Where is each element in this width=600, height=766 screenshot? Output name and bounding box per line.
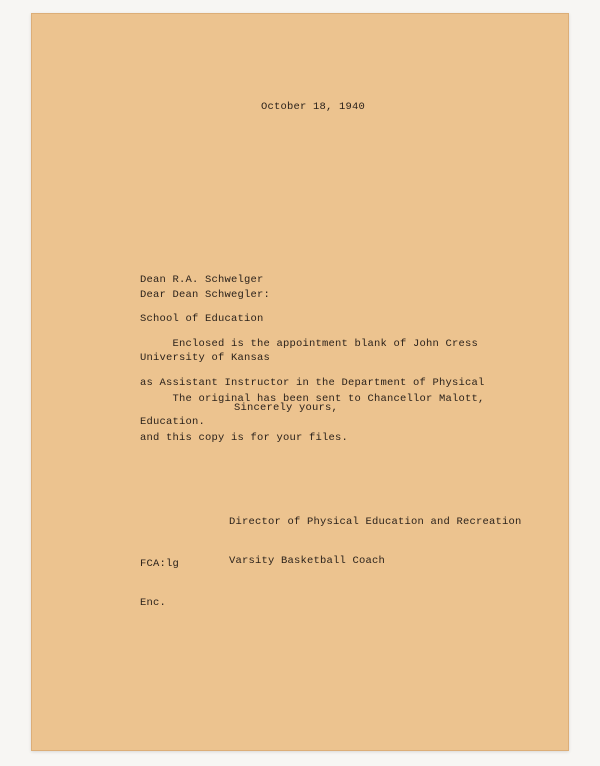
typist-initials: FCA:lg xyxy=(140,558,180,570)
address-line: School of Education xyxy=(140,313,264,325)
paragraph-line: and this copy is for your files. xyxy=(140,432,349,444)
salutation: Dear Dean Schwegler: xyxy=(140,289,271,301)
complimentary-close: Sincerely yours, xyxy=(234,402,339,414)
paragraph-line: Education. xyxy=(140,416,206,428)
paragraph-line: The original has been sent to Chancellor Malott, xyxy=(140,393,485,405)
address-line: Dean R.A. Schwelger xyxy=(140,274,264,286)
signature-title: Varsity Basketball Coach xyxy=(229,555,386,567)
address-line: University of Kansas xyxy=(140,352,271,364)
reference-initials xyxy=(140,532,179,636)
paragraph-line: as Assistant Instructor in the Department of Physical xyxy=(140,377,485,389)
letter-date: October 18, 1940 xyxy=(261,101,366,113)
enclosure-note: Enc. xyxy=(140,597,167,609)
body-paragraph-2 xyxy=(140,367,485,471)
signature-block xyxy=(229,490,522,594)
signature-title: Director of Physical Education and Recreation xyxy=(229,516,522,528)
paragraph-line: Enclosed is the appointment blank of John Cress xyxy=(140,338,479,350)
letter-page xyxy=(31,13,569,751)
